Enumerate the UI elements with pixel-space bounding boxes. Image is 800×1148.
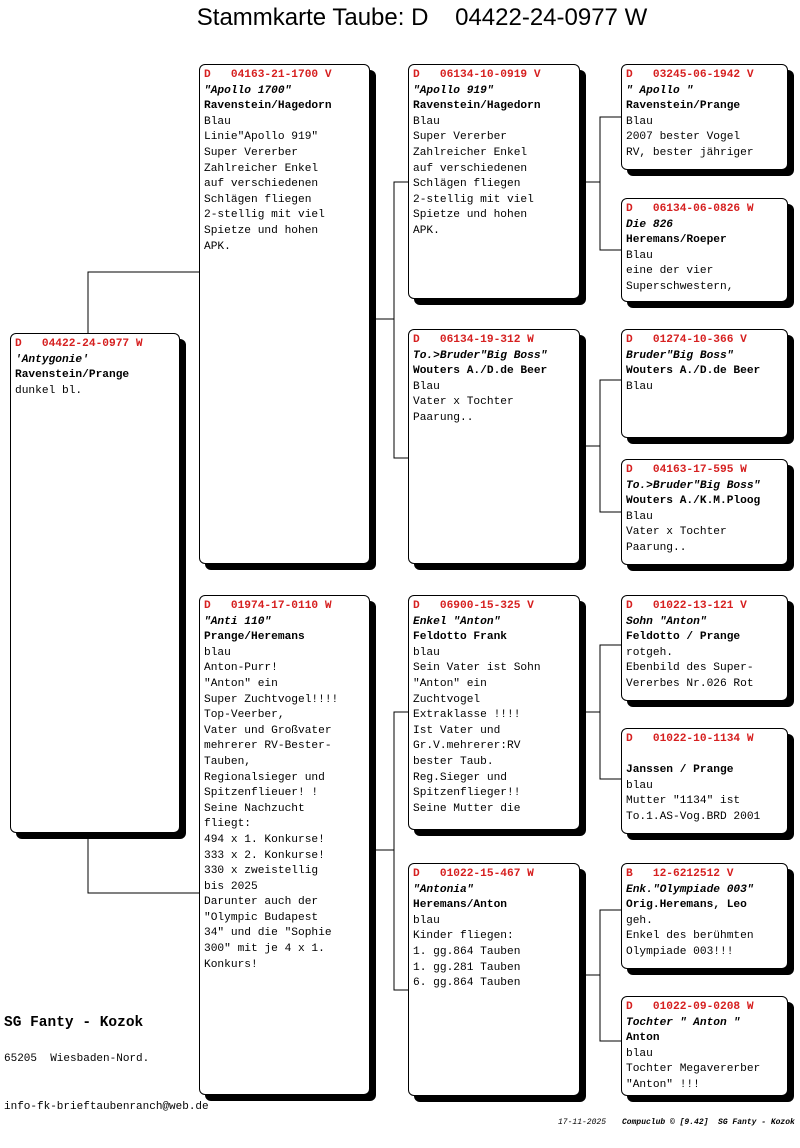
footer-date: 17-11-2025	[558, 1118, 607, 1127]
pigeon-note-line: eine der vier	[626, 265, 714, 278]
page-title: Stammkarte Taube: D 04422-24-0977 W	[196, 4, 648, 31]
pigeon-card-ff-mother[interactable]	[621, 198, 788, 302]
pigeon-note-line: 494 x 1. Konkurse!	[204, 833, 325, 846]
pigeon-note-line: rotgeh.	[626, 646, 673, 659]
pigeon-note-line: Blau	[626, 249, 653, 262]
breeder-email-link[interactable]: info-fk-brieftaubenranch@web.de	[4, 1101, 209, 1113]
ring-number: D 06134-10-0919 V	[413, 69, 541, 81]
pigeon-card-mm-mother[interactable]	[621, 996, 788, 1096]
pigeon-note-line: Extraklasse !!!!	[413, 709, 521, 722]
pigeon-name: Enkel "Anton"	[413, 615, 501, 628]
ring-number: D 04163-21-1700 V	[204, 69, 332, 81]
pigeon-note-line: Spietze und hohen	[204, 224, 319, 237]
pigeon-note-line: Seine Mutter die	[413, 802, 521, 815]
pigeon-name: "Anti 110"	[204, 615, 272, 628]
pigeon-name: 'Antygonie'	[15, 353, 89, 366]
pigeon-owner: Heremans/Anton	[413, 899, 507, 912]
pigeon-note-line: 300" mit je 4 x 1.	[204, 943, 325, 956]
pigeon-card-mother[interactable]	[199, 595, 370, 1095]
pigeon-note-line: Reg.Sieger und	[413, 771, 507, 784]
pigeon-note-line: Darunter auch der	[204, 896, 319, 909]
pigeon-note-line: Blau	[413, 380, 440, 393]
pigeon-note-line: auf verschiedenen	[413, 162, 528, 175]
pigeon-owner: Heremans/Roeper	[626, 234, 727, 247]
pigeon-note-line: Superschwestern,	[626, 280, 734, 293]
pigeon-owner: Ravenstein/Prange	[15, 369, 130, 382]
pigeon-name: Sohn "Anton"	[626, 615, 707, 628]
pigeon-card-fm-father[interactable]	[621, 329, 788, 438]
ring-number: D 01022-10-1134 W	[626, 733, 754, 745]
pigeon-note-line: Spitzenflieuer! !	[204, 787, 319, 800]
ring-number: D 06900-15-325 V	[413, 600, 534, 612]
pigeon-note-line: "Anton" ein	[204, 677, 278, 690]
pigeon-note-line: Super Vererber	[413, 131, 507, 144]
ring-number: D 01974-17-0110 W	[204, 600, 332, 612]
pigeon-note-line: Spitzenflieger!!	[413, 787, 521, 800]
pigeon-note-line: Vererbes Nr.026 Rot	[626, 677, 754, 690]
pigeon-card-father-father[interactable]	[408, 64, 580, 299]
pigeon-note-line: dunkel bl.	[15, 384, 83, 397]
pigeon-note-line: Vater und Großvater	[204, 724, 332, 737]
pigeon-owner: Feldotto Frank	[413, 631, 507, 644]
pigeon-note-line: Regionalsieger und	[204, 771, 325, 784]
pigeon-note-line: Blau	[413, 115, 440, 128]
pigeon-note-line: blau	[204, 646, 231, 659]
pigeon-card-ff-father[interactable]	[621, 64, 788, 170]
pigeon-name: "Apollo 1700"	[204, 84, 292, 97]
pigeon-note-line: blau	[413, 646, 440, 659]
breeder-name: SG Fanty - Kozok	[4, 1015, 144, 1031]
pigeon-note-line: Blau	[626, 115, 653, 128]
pigeon-note-line: Konkurs!	[204, 958, 258, 971]
pigeon-note-line: Paarung..	[626, 541, 687, 554]
pigeon-note-line: Mutter "1134" ist	[626, 795, 741, 808]
pigeon-owner: Wouters A./D.de Beer	[626, 365, 761, 378]
footer-software: Compuclub © [9.42] SG Fanty - Kozok	[622, 1118, 795, 1127]
pigeon-note-line: Sein Vater ist Sohn	[413, 662, 541, 675]
pigeon-card-mf-father[interactable]	[621, 595, 788, 701]
connector-mother	[370, 712, 408, 990]
pigeon-owner: Wouters A./D.de Beer	[413, 365, 548, 378]
pigeon-name: " Apollo "	[626, 84, 694, 97]
pigeon-owner: Ravenstein/Prange	[626, 100, 741, 113]
pigeon-note-line: 2-stellig mit viel	[413, 193, 534, 206]
ring-number: D 01022-13-121 V	[626, 600, 747, 612]
pigeon-card-fm-mother[interactable]	[621, 459, 788, 565]
pigeon-note-line: "Olympic Budapest	[204, 911, 319, 924]
pigeon-note-line: Spietze und hohen	[413, 209, 528, 222]
pigeon-note-line: Top-Veerber,	[204, 709, 285, 722]
pigeon-name: To.>Bruder"Big Boss"	[413, 349, 548, 362]
connector-father	[370, 182, 408, 458]
pigeon-card-mother-mother[interactable]	[408, 863, 580, 1096]
pigeon-note-line: Linie"Apollo 919"	[204, 131, 319, 144]
pigeon-owner: Anton	[626, 1032, 660, 1045]
pigeon-note-line: Tochter Megavererber	[626, 1063, 761, 1076]
pigeon-owner: Wouters A./K.M.Ploog	[626, 495, 761, 508]
ring-number: D 01022-09-0208 W	[626, 1001, 754, 1013]
pigeon-note-line: 333 x 2. Konkurse!	[204, 849, 325, 862]
pigeon-note-line: fliegt:	[204, 818, 251, 831]
pigeon-card-father-mother[interactable]	[408, 329, 580, 564]
ring-number: D 01022-15-467 W	[413, 868, 534, 880]
breeder-address: 65205 Wiesbaden-Nord.	[4, 1053, 150, 1065]
pigeon-note-line: Enkel des berühmten	[626, 930, 754, 943]
connector-mf	[580, 645, 621, 779]
pigeon-name: "Antonia"	[413, 883, 474, 896]
pigeon-note-line: 34" und die "Sophie	[204, 927, 332, 940]
pigeon-note-line: APK.	[204, 240, 231, 253]
pigeon-note-line: Gr.V.mehrerer:RV	[413, 740, 521, 753]
pigeon-note-line: Super Zuchtvogel!!!!	[204, 693, 339, 706]
pigeon-name: Tochter " Anton "	[626, 1016, 741, 1029]
pigeon-note-line: Olympiade 003!!!	[626, 945, 734, 958]
pigeon-note-line: geh.	[626, 914, 653, 927]
ring-number: D 04163-17-595 W	[626, 464, 747, 476]
pigeon-note-line: Ebenbild des Super-	[626, 662, 754, 675]
pigeon-note-line: Zuchtvogel	[413, 693, 481, 706]
pigeon-note-line: 330 x zweistellig	[204, 865, 319, 878]
pigeon-note-line: blau	[626, 779, 653, 792]
ring-number: D 06134-19-312 W	[413, 334, 534, 346]
pigeon-note-line: 2007 bester Vogel	[626, 131, 741, 144]
pigeon-note-line: RV, bester jähriger	[626, 146, 754, 159]
pigeon-note-line: Kinder fliegen:	[413, 930, 514, 943]
pigeon-note-line: blau	[413, 914, 440, 927]
pigeon-name: Bruder"Big Boss"	[626, 349, 734, 362]
pigeon-note-line: Vater x Tochter	[413, 396, 514, 409]
pigeon-note-line: mehrerer RV-Bester-	[204, 740, 332, 753]
pigeon-note-line: To.1.AS-Vog.BRD 2001	[626, 810, 761, 823]
pigeon-note-line: Zahlreicher Enkel	[204, 162, 319, 175]
pigeon-note-line: Seine Nachzucht	[204, 802, 305, 815]
connector-mm	[580, 910, 621, 1041]
pigeon-note-line: Blau	[626, 510, 653, 523]
pigeon-note-line: bis 2025	[204, 880, 258, 893]
pigeon-card-mother-father[interactable]	[408, 595, 580, 830]
pigeon-note-line: 1. gg.281 Tauben	[413, 961, 521, 974]
pigeon-owner: Ravenstein/Hagedorn	[204, 100, 332, 113]
pigeon-owner: Orig.Heremans, Leo	[626, 899, 747, 912]
pigeon-card-father[interactable]	[199, 64, 370, 564]
pigeon-note-line: Super Vererber	[204, 146, 298, 159]
pigeon-note-line: "Anton" !!!	[626, 1078, 700, 1091]
pigeon-note-line: APK.	[413, 224, 440, 237]
pigeon-owner: Ravenstein/Hagedorn	[413, 100, 541, 113]
pigeon-note-line: Tauben,	[204, 755, 251, 768]
pigeon-note-line: Zahlreicher Enkel	[413, 146, 528, 159]
pigeon-note-line: Blau	[204, 115, 231, 128]
ring-number: D 03245-06-1942 V	[626, 69, 754, 81]
pigeon-note-line: blau	[626, 1047, 653, 1060]
pigeon-note-line: Schlägen fliegen	[204, 193, 312, 206]
pigeon-note-line: Blau	[626, 380, 653, 393]
pigeon-card-mm-father[interactable]	[621, 863, 788, 969]
ring-number: D 06134-06-0826 W	[626, 203, 754, 215]
ring-number: B 12-6212512 V	[626, 868, 734, 880]
pigeon-note-line: "Anton" ein	[413, 677, 487, 690]
pigeon-owner: Janssen / Prange	[626, 764, 734, 777]
pigeon-note-line: auf verschiedenen	[204, 178, 319, 191]
pigeon-note-line: Vater x Tochter	[626, 526, 727, 539]
ring-number: D 01274-10-366 V	[626, 334, 747, 346]
connector-ff	[580, 117, 621, 250]
pigeon-name: To.>Bruder"Big Boss"	[626, 479, 761, 492]
pigeon-name	[626, 748, 783, 764]
pigeon-card-subject[interactable]	[10, 333, 180, 833]
pigeon-note-line: 1. gg.864 Tauben	[413, 945, 521, 958]
pigeon-note-line: 6. gg.864 Tauben	[413, 977, 521, 990]
connector-fm	[580, 380, 621, 512]
pigeon-name: "Apollo 919"	[413, 84, 494, 97]
pigeon-owner: Prange/Heremans	[204, 631, 305, 644]
pigeon-note-line: 2-stellig mit viel	[204, 209, 325, 222]
pigeon-note-line: Ist Vater und	[413, 724, 501, 737]
pigeon-name: Die 826	[626, 218, 673, 231]
pigeon-note-line: Anton-Purr!	[204, 662, 278, 675]
pigeon-note-line: Paarung..	[413, 411, 474, 424]
pigeon-note-line: Schlägen fliegen	[413, 178, 521, 191]
pigeon-note-line: bester Taub.	[413, 755, 494, 768]
pigeon-name: Enk."Olympiade 003"	[626, 883, 754, 896]
pigeon-card-mf-mother[interactable]	[621, 728, 788, 834]
ring-number: D 04422-24-0977 W	[15, 338, 143, 350]
pigeon-owner: Feldotto / Prange	[626, 631, 741, 644]
